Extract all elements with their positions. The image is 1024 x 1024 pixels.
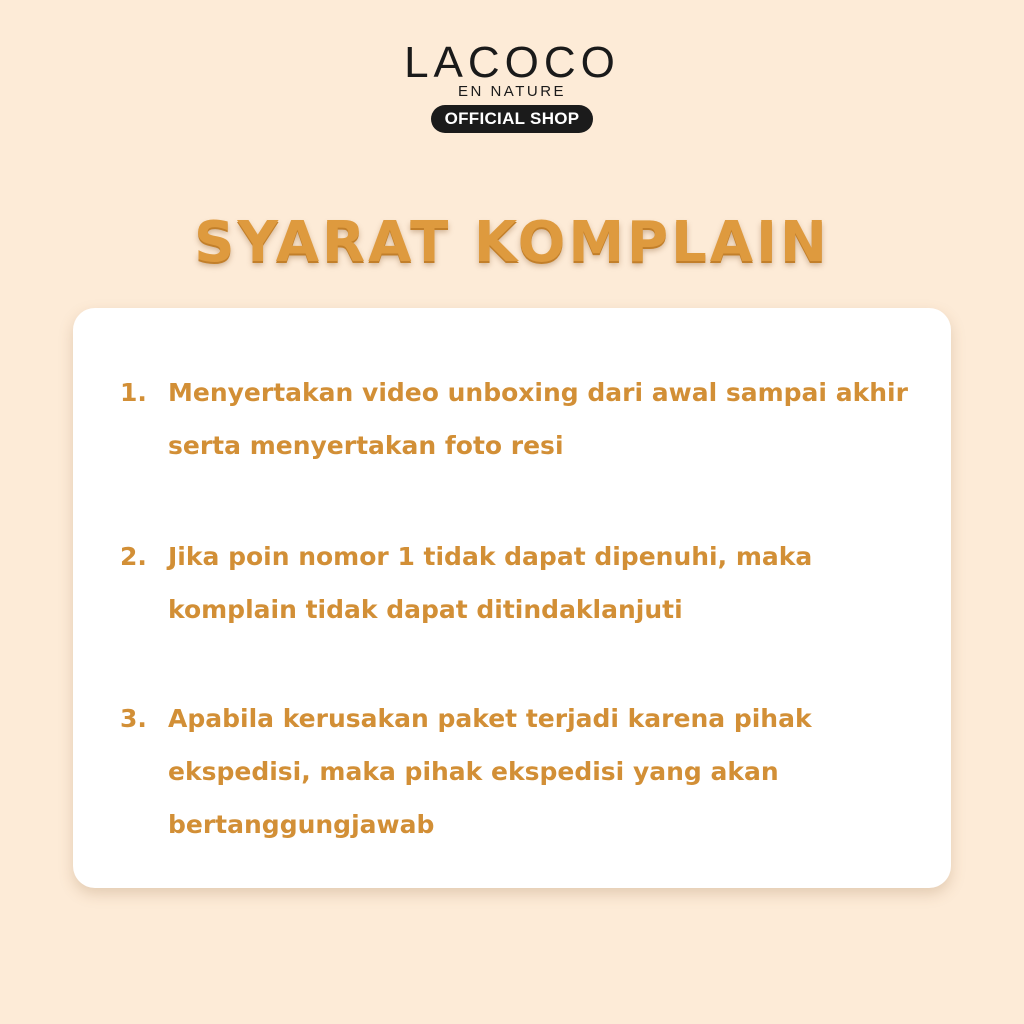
rule-number: 3. (120, 704, 147, 733)
rule-text: Menyertakan video unboxing dari awal sampai akhir serta menyertakan foto resi (168, 378, 908, 460)
rule-text: Jika poin nomor 1 tidak dapat dipenuhi, maka komplain tidak dapat ditindaklanjuti (168, 542, 813, 624)
brand-name: LACOCO (404, 38, 620, 87)
rule-text: Apabila kerusakan paket terjadi karena pihak ekspedisi, maka pihak ekspedisi yang akan bertanggungjawab (168, 704, 812, 839)
brand-tagline: EN NATURE (457, 83, 567, 100)
brand-logo (0, 40, 1024, 133)
rule-number: 1. (120, 378, 147, 407)
rules-card (73, 308, 951, 888)
official-shop-badge: OFFICIAL SHOP (431, 105, 594, 133)
page-title: SYARAT KOMPLAIN (194, 210, 830, 275)
rule-number: 2. (120, 542, 147, 571)
